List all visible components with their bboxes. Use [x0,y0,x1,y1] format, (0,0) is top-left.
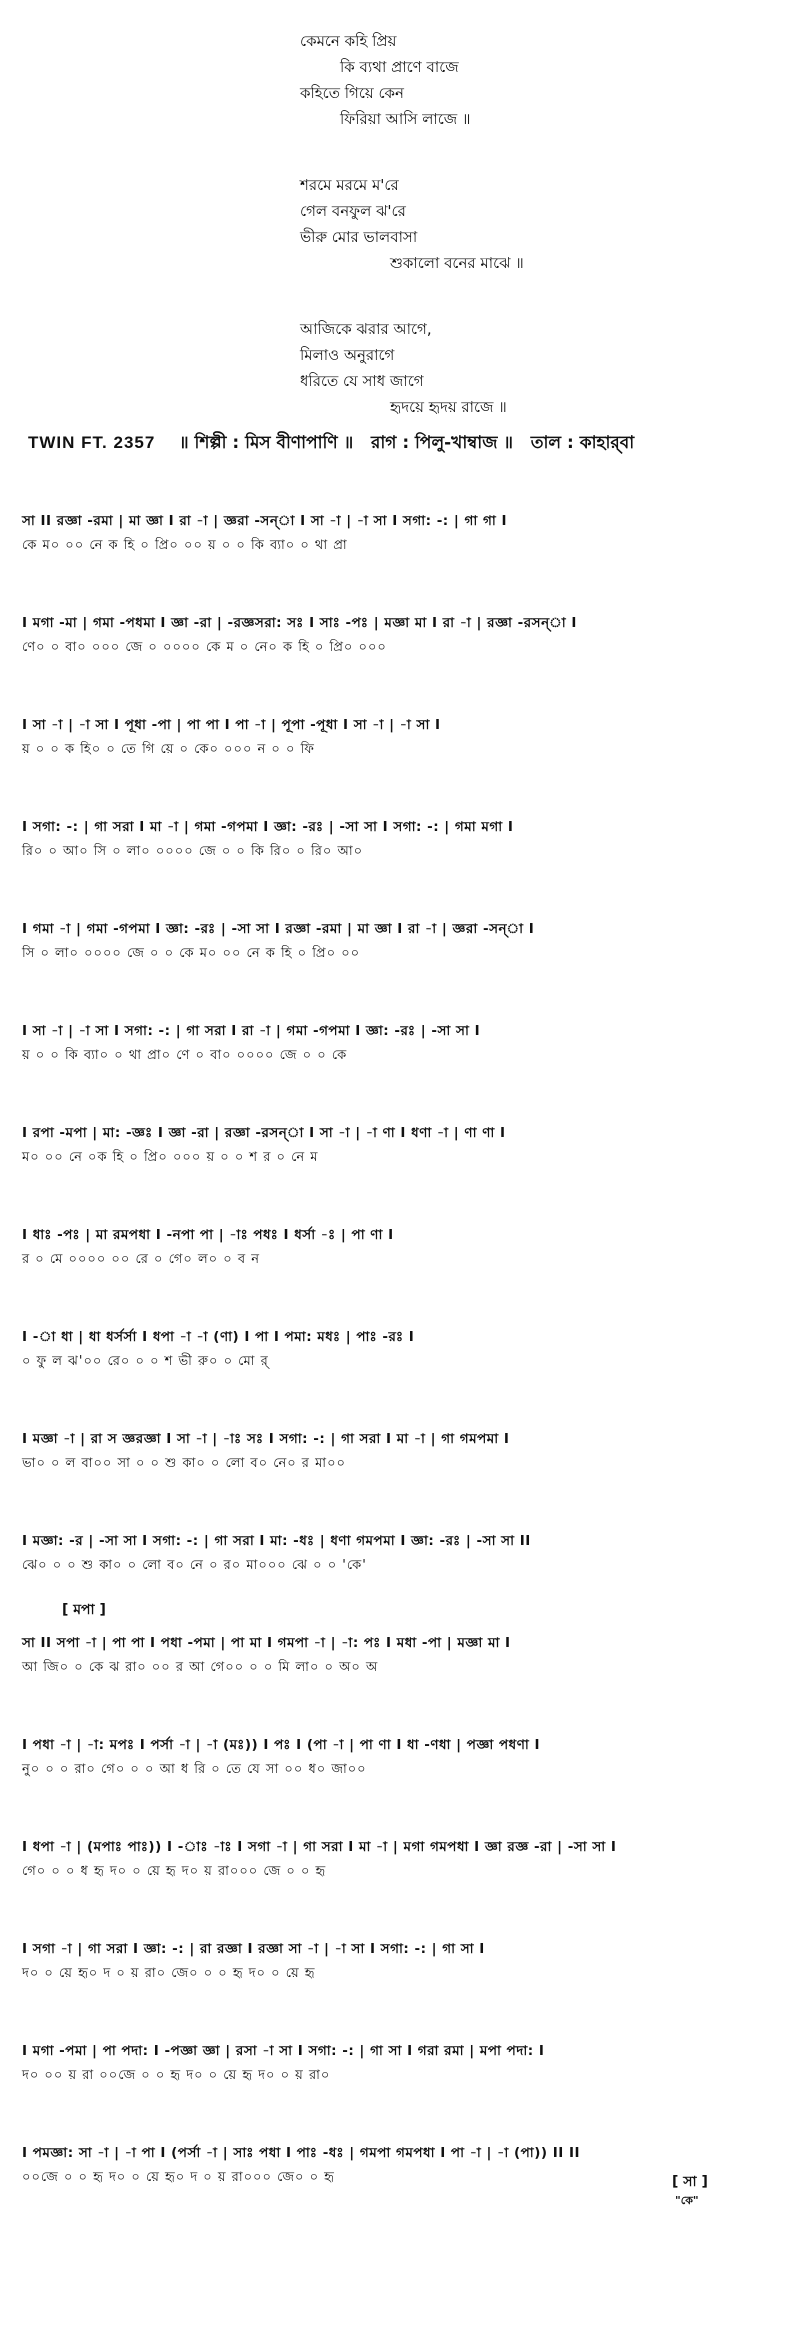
lyric-line: গে০ ০ ০ ধ হৃ দ০ ০ য়ে হৃ দ০ য় রা০০০ জে ০ ০ হৃ [22,1864,327,1879]
swara-line: I -া ধা | ধা ধর্সর্সা I ধপা -া -া (ণা) I পা I পমা: মধঃ | পাঃ -রঃ I [22,1329,415,1345]
lyric-line: দ০ ০ য়ে হৃ০ দ ০ য় রা০ জে০ ০ ০ হৃ দ০ ০ য়ে হৃ [22,1966,316,1981]
lyric-line: রি০ ০ আ০ সি ০ লা০ ০০০০ জে ০ ০ কি রি০ ০ রি০ আ০ [22,844,364,859]
notation-row [22,612,782,714]
swara-line: I সা -া | -া সা I সগা: -: | গা সরা I রা -া | গমা -গপমা I জ্ঞা: -রঃ | -সা সা I [22,1023,481,1039]
swara-line: I ধাঃ -পঃ | মা রমপধা I -নপা পা | -াঃ পধঃ I ধর্সা -ঃ | পা ণা I [22,1227,394,1243]
notation-row [22,1836,782,1938]
swara-line: I সগা: -: | গা সরা I মা -া | গমা -গপমা I জ্ঞা: -রঃ | -সা সা I সগা: -: | গমা মগা I [22,819,514,835]
lyric-line: আ জি০ ০ কে ঝ রা০ ০০ র আ গে০০ ০ ০ মি লা০ ০ অ০ অ [22,1660,379,1675]
notation-row [22,2142,782,2244]
poem-stanza [300,316,720,420]
poem-line: কি ব্যথা প্রাণে বাজে [340,58,459,76]
poem-stanza [300,172,720,276]
poem-line: মিলাও অনুরাগে [300,346,395,364]
swara-line: সা II সপা -া | পা পা I পধা -পমা | পা মা I গমপা -া | -া: পঃ I মধা -পা | মজ্ঞা মা I [22,1635,511,1651]
notation-sheet [22,510,782,2244]
bracket-note-end: [ সা ] [672,2174,708,2190]
notation-row [22,2040,782,2142]
notation-row [22,918,782,1020]
poem-line: ফিরিয়া আসি লাজে ॥ [340,110,471,128]
raag-credit: রাগ : পিলু-খাম্বাজ ॥ [371,433,513,453]
swara-line: I গমা -া | গমা -গপমা I জ্ঞা: -রঃ | -সা সা I রজ্ঞা -রমা | মা জ্ঞা I রা -া | জ্ঞরা -সন্‌া I [22,921,535,937]
notation-row [22,1326,782,1428]
lyric-line: ণে০ ০ বা০ ০০০ জে ০ ০০০০ কে ম ০ নে০ ক হি ০ প্রি০ ০০০ [22,640,387,655]
record-number: TWIN FT. 2357 [28,433,156,452]
notation-row [22,714,782,816]
notation-row [22,816,782,918]
swara-line: I সা -া | -া সা I পূধা -পা | পা পা I পা -া | পূপা -পূধা I সা -া | -া সা I [22,717,441,733]
swara-line: I ধপা -া | (মপাঃ পাঃ)) I -াঃ -াঃ I সগা -া | গা সরা I মা -া | মগা গমপধা I জ্ঞা রজ্ঞ -রা | -সা সা I [22,1839,617,1855]
poem-line: আজিকে ঝরার আগে, [300,320,432,338]
swara-line: I মগা -মা | গমা -পধমা I জ্ঞা -রা | -রজ্ঞসরা: সঃ I সাঃ -পঃ | মজ্ঞা মা I রা -া | রজ্ঞা -রসন্‌া I [22,615,577,631]
swara-line: I মজ্ঞা -া | রা স জ্ঞরজ্ঞা I সা -া | -াঃ সঃ I সগা: -: | গা সরা I মা -া | গা গমপমা I [22,1431,510,1447]
lyric-line: য় ০ ০ কি ব্যা০ ০ থা প্রা০ ণে ০ বা০ ০০০০ জে ০ ০ কে [22,1048,348,1063]
poem-lyrics [300,28,720,460]
notation-row [22,1734,782,1836]
lyric-line: নু০ ০ ০ রা০ গে০ ০ ০ আ ধ রি ০ তে যে সা ০০ ধ০ জা০০ [22,1762,367,1777]
swara-line: সা II রজ্ঞা -রমা | মা জ্ঞা I রা -া | জ্ঞরা -সন্‌া I সা -া | -া সা I সগা: -: | গা গা I [22,513,507,529]
bracket-note-mid: [ মপা ] [62,1602,106,1618]
lyric-line: র ০ মে ০০০০ ০০ রে ০ গে০ ল০ ০ ব ন [22,1252,260,1267]
lyric-line: ভা০ ০ ল বা০০ সা ০ ০ শু কা০ ০ লো ব০ নে০ র মা০০ [22,1456,346,1471]
notation-row [22,1530,782,1632]
poem-line: কেমনে কহি প্রিয় [300,32,397,50]
lyric-line: ঝে০ ০ ০ শু কা০ ০ লো ব০ নে ০ র০ মা০০০ ঝে ০ ০ 'কে' [22,1558,367,1573]
artist-credit: ॥ শিল্পী : মিস বীণাপাণি ॥ [179,433,354,453]
lyric-line: য় ০ ০ ক হি০ ০ তে গি য়ে ০ কে০ ০০০ ন ০ ০ ফি [22,742,315,757]
poem-line: ধরিতে যে সাধ জাগে [300,372,424,390]
lyric-line: কে ম০ ০০ নে ক হি ০ প্রি০ ০০ য় ০ ০ কি ব্যা০ ০ থা প্রা [22,538,348,553]
lyric-line: ম০ ০০ নে ০ক হি ০ প্রি০ ০০০ য় ০ ০ শ র ০ নে ম [22,1150,319,1165]
lyric-line: ০ ফু ল ঝ'০০ রে০ ০ ০ শ ভী রু০ ০ মো র্‌ [22,1354,269,1369]
notation-row [22,1224,782,1326]
poem-line: কহিতে গিয়ে কেন [300,84,405,102]
poem-line: শরমে মরমে ম'রে [300,176,399,194]
swara-line: I রপা -মপা | মা: -জ্ঞঃ I জ্ঞা -রা | রজ্ঞা -রসন্‌া I সা -া | -া ণা I ধণা -া | ণা ণা I [22,1125,506,1141]
taal-credit: তাল : কাহার্‌বা [530,433,635,453]
notation-row [22,1938,782,2040]
poem-line: হৃদয়ে হৃদয় রাজে ॥ [390,398,507,416]
poem-line: ভীরু মোর ভালবাসা [300,228,418,246]
lyric-line: দ০ ০০ য় রা ০০জে ০ ০ হৃ দ০ ০ য়ে হৃ দ০ ০ য় রা০ [22,2068,331,2083]
swara-line: I মজ্ঞা: -র | -সা সা I সগা: -: | গা সরা I মা: -ধঃ | ধণা গমপমা I জ্ঞা: -রঃ | -সা সা II [22,1533,531,1549]
notation-row [22,1122,782,1224]
lyric-line: সি ০ লা০ ০০০০ জে ০ ০ কে ম০ ০০ নে ক হি ০ প্রি০ ০০ [22,946,361,961]
bracket-word-end: "কে" [675,2194,699,2207]
poem-line: গেল বনফুল ঝ'রে [300,202,406,220]
swara-line: I মগা -পমা | পা পদা: I -পজ্ঞা জ্ঞা | রসা -া সা I সগা: -: | গা সা I গরা রমা | মপা পদা: I [22,2043,545,2059]
record-header [28,430,788,458]
notation-row [22,1428,782,1530]
notation-row [22,510,782,612]
swara-line: I সগা -া | গা সরা I জ্ঞা: -: | রা রজ্ঞা I রজ্ঞা সা -া | -া সা I সগা: -: | গা সা I [22,1941,485,1957]
poem-stanza [300,28,720,132]
notation-row [22,1632,782,1734]
swara-line: I পধা -া | -া: মপঃ I পর্সা -া | -া (মঃ)) I পঃ I (পা -া | পা ণা I ধা -ণধা | পজ্ঞা পধণা I [22,1737,541,1753]
lyric-line: ০০জে ০ ০ হৃ দ০ ০ য়ে হৃ০ দ ০ য় রা০০০ জে০ ০ হৃ [22,2170,335,2185]
notation-row [22,1020,782,1122]
swara-line: I পমজ্ঞা: সা -া | -া পা I (পর্সা -া | সাঃ পধা I পাঃ -ধঃ | গমপা গমপধা I পা -া | -া (পা)) II II [22,2145,581,2161]
poem-line: শুকালো বনের মাঝে ॥ [390,254,524,272]
